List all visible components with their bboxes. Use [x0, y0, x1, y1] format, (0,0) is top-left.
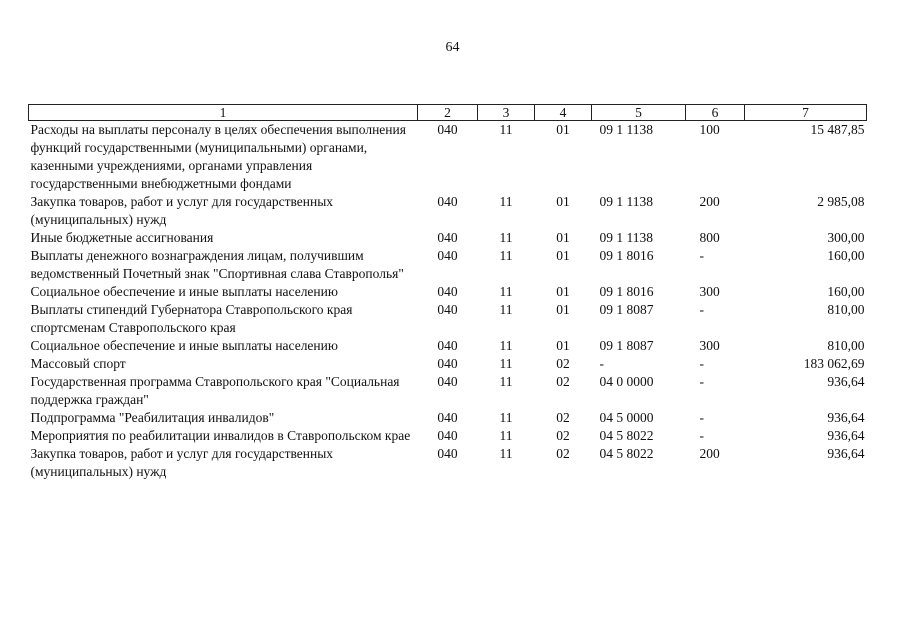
header-col-1: 1: [29, 105, 418, 121]
row-col-5: 04 5 0000: [599, 410, 654, 425]
row-col-3: 11: [499, 374, 513, 389]
row-col-6: 300: [699, 284, 720, 299]
header-col-6: 6: [686, 105, 745, 121]
row-col-4: 02: [556, 410, 570, 425]
row-col-6: -: [699, 410, 704, 425]
row-amount: 15 487,85: [810, 122, 865, 137]
row-name: Мероприятия по реабилитации инвалидов в Ставропольском крае: [30, 428, 411, 443]
row-name: Выплаты стипендий Губернатора Ставропольского края спортсменам Ставропольского края: [30, 302, 353, 335]
table-row: [29, 229, 867, 247]
row-col-6: 100: [699, 122, 720, 137]
row-col-6: -: [699, 374, 704, 389]
row-col-4: 01: [556, 248, 570, 263]
table-row: [29, 193, 867, 229]
row-col-5: 09 1 8087: [599, 302, 654, 317]
row-name: Массовый спорт: [30, 356, 126, 371]
row-col-2: 040: [437, 122, 458, 137]
row-col-5: 09 1 8016: [599, 248, 654, 263]
row-col-5: 04 0 0000: [599, 374, 654, 389]
row-col-2: 040: [437, 410, 458, 425]
table-row: [29, 301, 867, 337]
row-col-6: 800: [699, 230, 720, 245]
table-header-row: [29, 105, 867, 121]
row-amount: 936,64: [827, 410, 865, 425]
row-col-4: 01: [556, 194, 570, 209]
budget-table: [28, 104, 867, 481]
row-col-6: 300: [699, 338, 720, 353]
row-col-6: -: [699, 356, 704, 371]
row-amount: 936,64: [827, 428, 865, 443]
page-number: 64: [445, 40, 460, 55]
row-col-6: -: [699, 428, 704, 443]
row-amount: 810,00: [827, 338, 865, 353]
table-row: [29, 373, 867, 409]
row-col-3: 11: [499, 356, 513, 371]
row-col-2: 040: [437, 248, 458, 263]
table-row: [29, 247, 867, 283]
table-row: [29, 427, 867, 445]
row-col-5: -: [599, 356, 604, 371]
row-col-3: 11: [499, 446, 513, 461]
table-row: [29, 409, 867, 427]
table-row: [29, 121, 867, 194]
header-col-3: 3: [478, 105, 535, 121]
header-col-2: 2: [418, 105, 478, 121]
row-col-5: 09 1 8016: [599, 284, 654, 299]
row-col-3: 11: [499, 428, 513, 443]
row-col-5: 09 1 1138: [599, 122, 653, 137]
row-col-2: 040: [437, 194, 458, 209]
row-col-3: 11: [499, 302, 513, 317]
table-row: [29, 355, 867, 373]
row-col-5: 09 1 1138: [599, 194, 653, 209]
header-col-5: 5: [592, 105, 686, 121]
row-col-5: 09 1 1138: [599, 230, 653, 245]
row-col-4: 02: [556, 356, 570, 371]
row-col-2: 040: [437, 356, 458, 371]
row-amount: 936,64: [827, 446, 865, 461]
header-col-4: 4: [535, 105, 592, 121]
row-amount: 160,00: [827, 248, 865, 263]
row-col-4: 01: [556, 338, 570, 353]
row-amount: 810,00: [827, 302, 865, 317]
row-col-2: 040: [437, 284, 458, 299]
row-name: Социальное обеспечение и иные выплаты населению: [30, 338, 338, 353]
row-col-2: 040: [437, 428, 458, 443]
row-col-4: 02: [556, 374, 570, 389]
row-col-3: 11: [499, 248, 513, 263]
row-col-2: 040: [437, 446, 458, 461]
row-col-4: 01: [556, 230, 570, 245]
row-amount: 160,00: [827, 284, 865, 299]
row-col-3: 11: [499, 230, 513, 245]
row-name: Расходы на выплаты персоналу в целях обеспечения выполнения функций государственными (муниципальными) органами, казенными учреждениями, органами управления государственными внебюджетными фондами: [30, 122, 406, 191]
row-col-3: 11: [499, 410, 513, 425]
table-row: [29, 283, 867, 301]
row-name: Подпрограмма "Реабилитация инвалидов": [30, 410, 275, 425]
row-col-5: 04 5 8022: [599, 428, 654, 443]
table-row: [29, 337, 867, 355]
row-col-4: 01: [556, 122, 570, 137]
row-name: Социальное обеспечение и иные выплаты населению: [30, 284, 338, 299]
row-name: Государственная программа Ставропольского края "Социальная поддержка граждан": [30, 374, 400, 407]
row-col-4: 01: [556, 284, 570, 299]
row-col-2: 040: [437, 230, 458, 245]
row-col-2: 040: [437, 302, 458, 317]
row-col-2: 040: [437, 338, 458, 353]
row-col-5: 04 5 8022: [599, 446, 654, 461]
row-name: Закупка товаров, работ и услуг для государственных (муниципальных) нужд: [30, 194, 334, 227]
table-body: [29, 121, 867, 482]
row-name: Выплаты денежного вознаграждения лицам, получившим ведомственный Почетный знак "Спортивная слава Ставрополья": [30, 248, 404, 281]
row-col-4: 02: [556, 446, 570, 461]
row-col-6: 200: [699, 446, 720, 461]
row-col-6: 200: [699, 194, 720, 209]
row-name: Закупка товаров, работ и услуг для государственных (муниципальных) нужд: [30, 446, 334, 479]
row-col-4: 02: [556, 428, 570, 443]
row-col-6: -: [699, 302, 704, 317]
row-col-3: 11: [499, 338, 513, 353]
header-col-7: 7: [745, 105, 867, 121]
row-col-5: 09 1 8087: [599, 338, 654, 353]
row-amount: 936,64: [827, 374, 865, 389]
row-col-2: 040: [437, 374, 458, 389]
row-col-3: 11: [499, 194, 513, 209]
row-col-3: 11: [499, 122, 513, 137]
row-col-6: -: [699, 248, 704, 263]
row-amount: 183 062,69: [803, 356, 865, 371]
row-amount: 2 985,08: [817, 194, 865, 209]
row-col-3: 11: [499, 284, 513, 299]
row-name: Иные бюджетные ассигнования: [30, 230, 214, 245]
row-col-4: 01: [556, 302, 570, 317]
table-row: [29, 445, 867, 481]
row-amount: 300,00: [827, 230, 865, 245]
